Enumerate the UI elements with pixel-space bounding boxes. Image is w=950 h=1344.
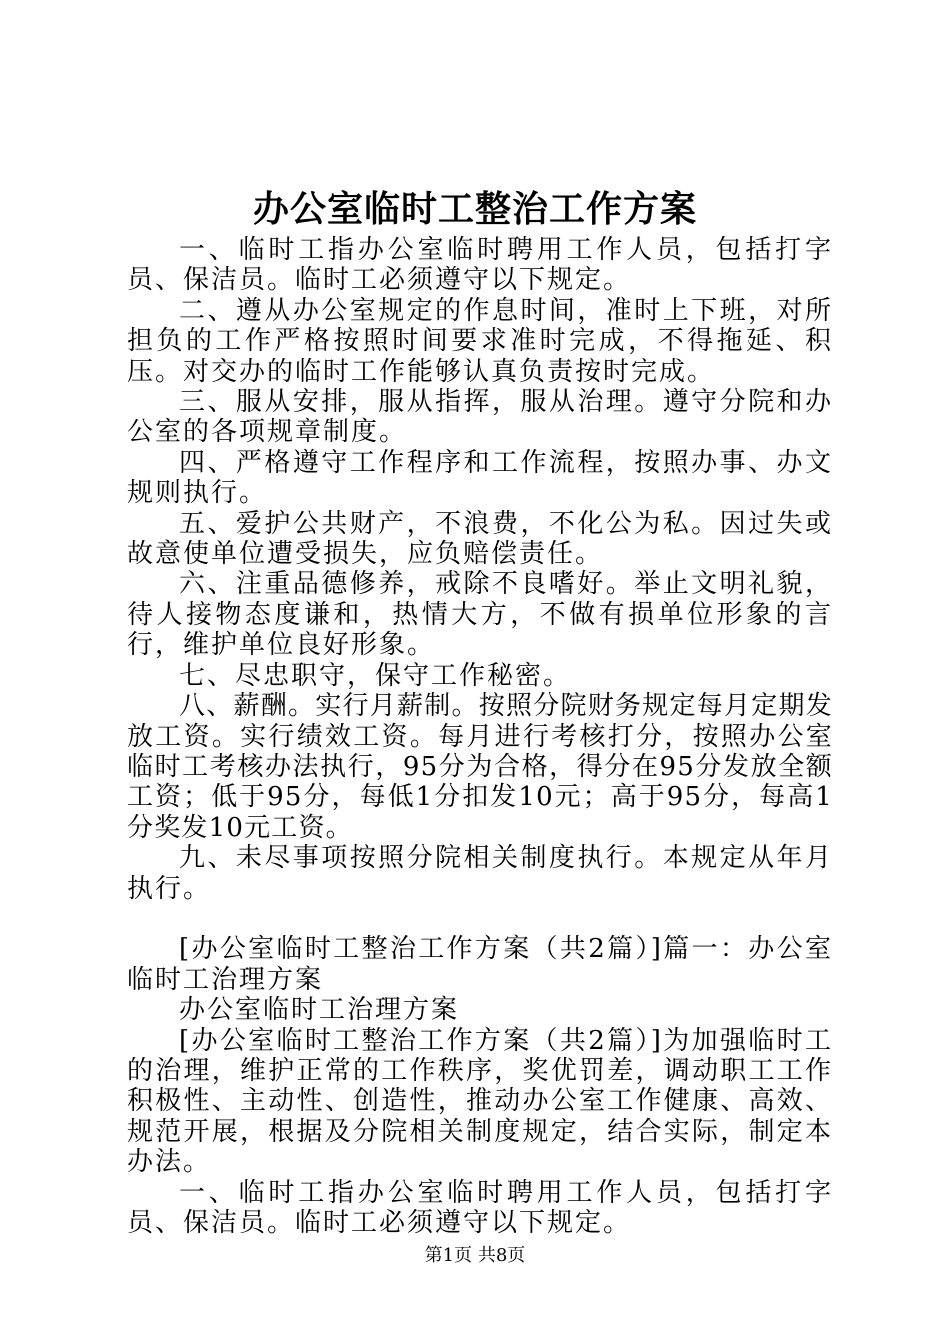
paragraph-6: 六、注重品德修养，戒除不良嗜好。举止文明礼貌，待人接物态度谦和，热情大方，不做有损单位形象的言行，维护单位良好形象。 [127, 569, 833, 661]
document-title: 办公室临时工整治工作方案 [252, 188, 697, 230]
paragraph-2: 二、遵从办公室规定的作息时间，准时上下班，对所担负的工作严格按照时间要求准时完成，不得拖延、积压。对交办的临时工作能够认真负责按时完成。 [127, 295, 833, 387]
page-footer: 第1页 共8页 [424, 1245, 526, 1266]
paragraph-9: 九、未尽事项按照分院相关制度执行。本规定从年月执行。 [127, 843, 833, 904]
intro-paragraph: [办公室临时工整治工作方案（共2篇）]为加强临时工的治理，维护正常的工作秩序，奖优罚差，调动职工工作积极性、主动性、创造性，推动办公室工作健康、高效、规范开展，根据及分院相关制度规定，结合实际，制定本办法。 [127, 1025, 833, 1178]
section-heading-paragraph: [办公室临时工整治工作方案（共2篇）]篇一：办公室临时工治理方案 [127, 934, 833, 995]
repeat-paragraph-1: 一、临时工指办公室临时聘用工作人员，包括打字员、保洁员。临时工必须遵守以下规定。 [127, 1177, 833, 1238]
blank-line [127, 904, 833, 934]
paragraph-5: 五、爱护公共财产，不浪费，不化公为私。因过失或故意使单位遭受损失，应负赔偿责任。 [127, 508, 833, 570]
document-body [127, 235, 833, 1238]
section-subtitle: 办公室临时工治理方案 [179, 995, 460, 1026]
paragraph-7: 七、尽忠职守，保守工作秘密。 [179, 660, 572, 691]
paragraph-4: 四、严格遵守工作程序和工作流程，按照办事、办文规则执行。 [127, 447, 833, 509]
paragraph-8: 八、薪酬。实行月薪制。按照分院财务规定每月定期发放工资。实行绩效工资。每月进行考核打分，按照办公室临时工考核办法执行，95分为合格，得分在95分发放全额工资；低于95分，每低1分扣发10元；高于95分，每高1分奖发10元工资。 [127, 691, 833, 843]
paragraph-1: 一、临时工指办公室临时聘用工作人员，包括打字员、保洁员。临时工必须遵守以下规定。 [127, 235, 833, 296]
paragraph-3: 三、服从安排，服从指挥，服从治理。遵守分院和办公室的各项规章制度。 [127, 387, 833, 448]
